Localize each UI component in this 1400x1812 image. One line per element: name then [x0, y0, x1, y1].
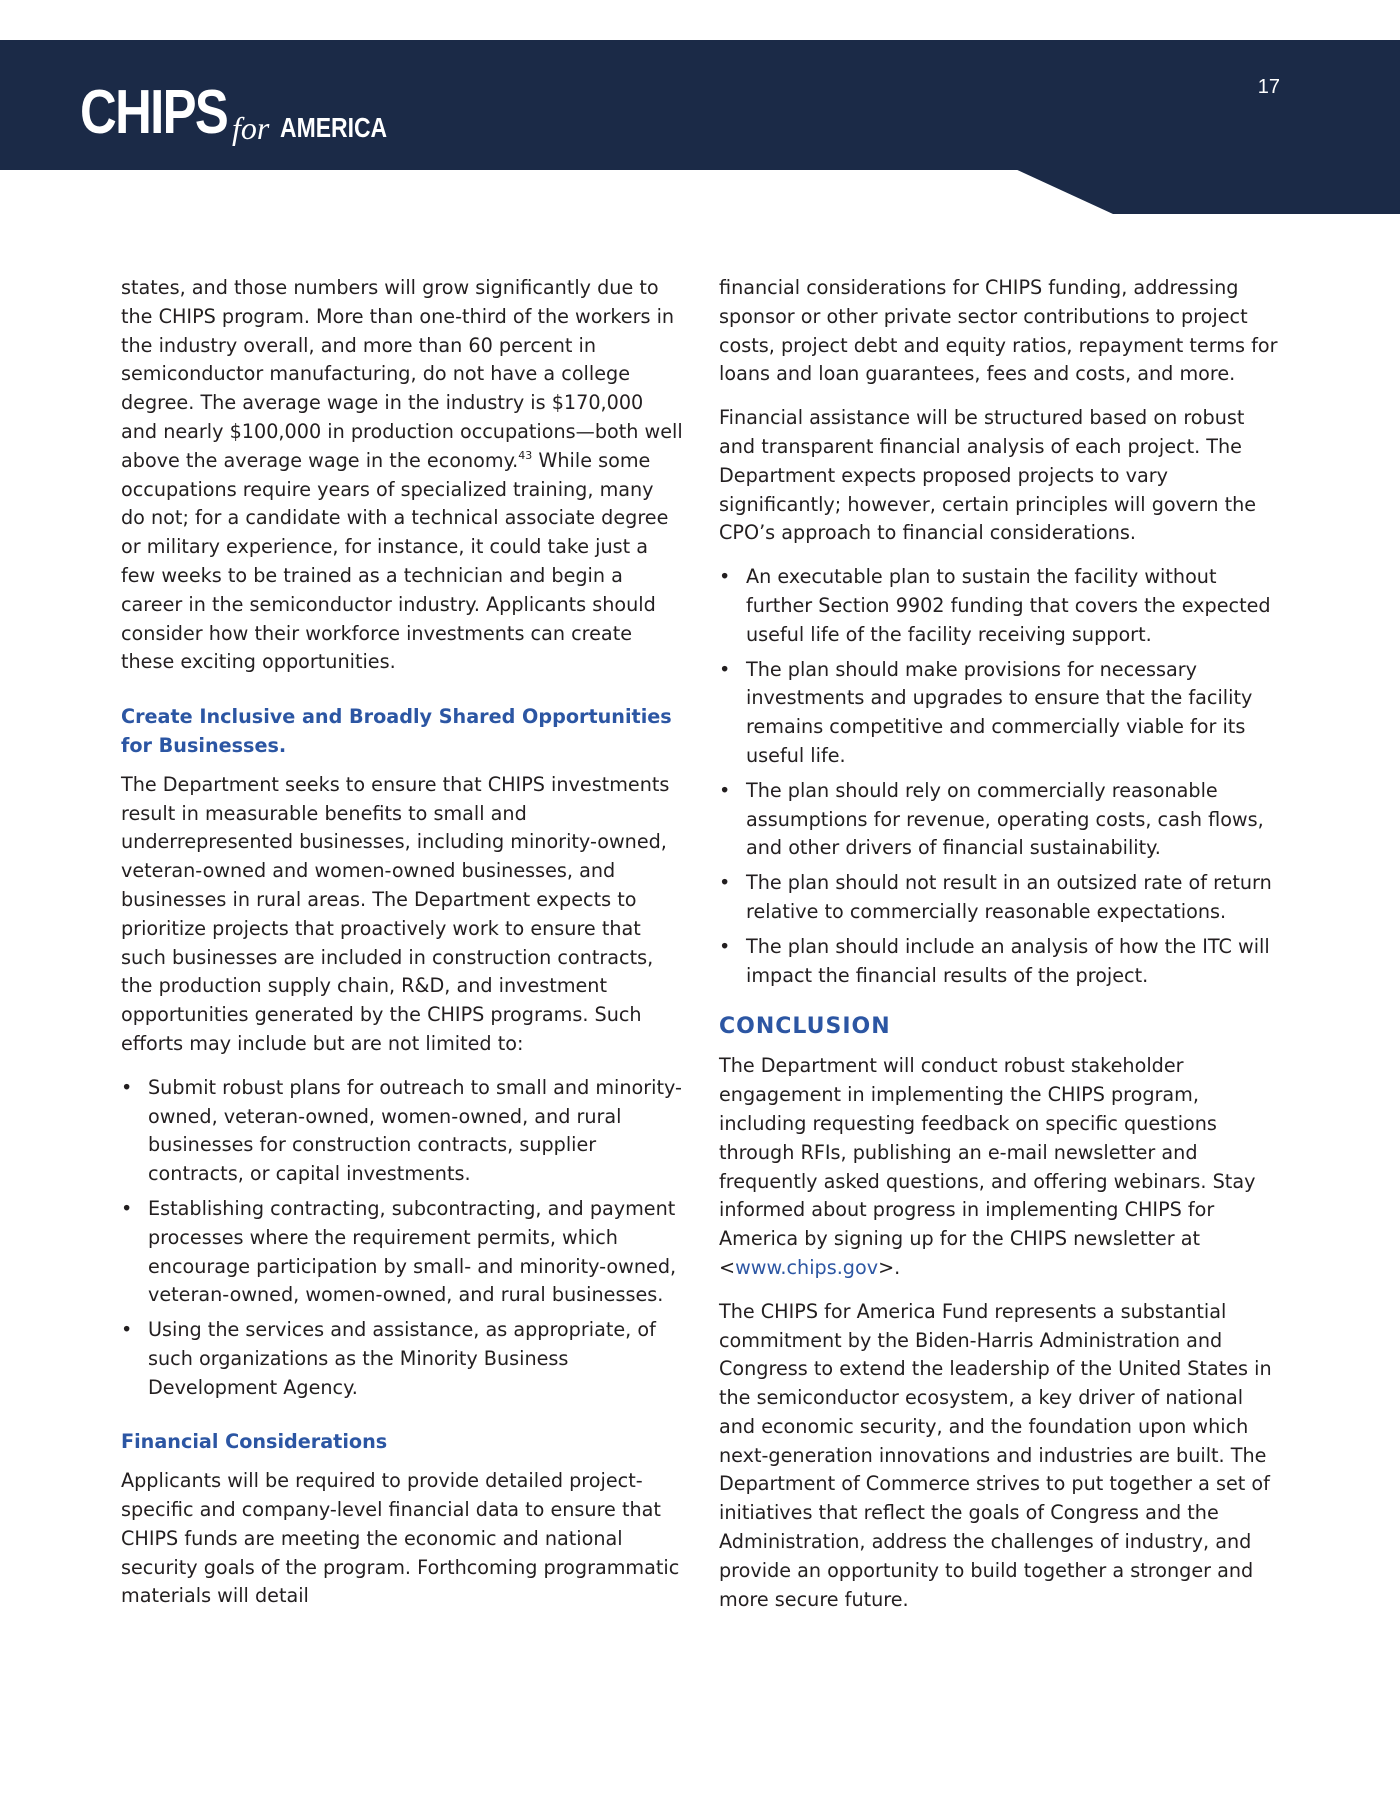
financial-paragraph-continued: financial considerations for CHIPS funding, addressing sponsor or other private sector contributions to project costs, project debt and equity ratios, repayment terms for loans and loan guarantees, fees and costs, and more. — [719, 276, 1278, 386]
logo-chips-text: CHIPS — [80, 78, 228, 147]
heading-inclusive-opportunities: Create Inclusive and Broadly Shared Opportunities for Businesses. — [121, 705, 672, 757]
bullet-marker: • — [719, 934, 731, 958]
left-column — [121, 274, 683, 1626]
bullet-marker: • — [719, 778, 731, 802]
list-item: • An executable plan to sustain the facility without further Section 9902 funding that covers the expected useful life of the facility receiving support. — [719, 565, 1271, 646]
bullet-marker: • — [121, 1318, 133, 1342]
logo-for-text: for — [232, 110, 270, 146]
conclusion-paragraph: The Department will conduct robust stakeholder engagement in implementing the CHIPS program, including requesting feedback on specific questions through RFIs, publishing an e-mail newsletter and frequently asked questions, and offering webinars. Stay informed about progress in implementing CHIPS for America by signing up for the CHIPS newsletter at <www.chips.gov>. — [719, 1054, 1256, 1279]
chips-gov-link[interactable]: www.chips.gov — [735, 1255, 879, 1279]
logo-america-text: AMERICA — [280, 112, 388, 143]
list-item: • The plan should include an analysis of how the ITC will impact the financial results of the project. — [719, 934, 1270, 987]
list-item: • Establishing contracting, subcontracting, and payment processes where the requirement permits, which encourage participation by small- and minority-owned, veteran-owned, women-owned, and rural businesses. — [121, 1196, 677, 1307]
closing-paragraph: The CHIPS for America Fund represents a substantial commitment by the Biden-Harris Administration and Congress to extend the leadership of the United States in the semiconductor ecosystem, a key driver of national and economic security, and the foundation upon which next-generation innovations and industries are built. The Department of Commerce strives to put together a set of initiatives that reflect the goals of Congress and the Administration, address the challenges of industry, and provide an opportunity to build together a stronger and more secure future. — [719, 1299, 1272, 1611]
chips-for-america-logo — [80, 78, 388, 148]
principles-bullet-list — [719, 563, 1285, 990]
header-notch-shape — [1013, 168, 1400, 214]
heading-conclusion: CONCLUSION — [719, 1014, 891, 1040]
list-item: • The plan should make provisions for necessary investments and upgrades to ensure that the facility remains competitive and commercially viable for its useful life. — [719, 657, 1253, 767]
list-item: • Using the services and assistance, as appropriate, of such organizations as the Minority Business Development Agency. — [121, 1318, 656, 1399]
list-item: • The plan should not result in an outsized rate of return relative to commercially reasonable expectations. — [719, 871, 1272, 923]
list-item: • Submit robust plans for outreach to small and minority-owned, veteran-owned, women-owned, and rural businesses for construction contracts, supplier contracts, or capital investments. — [121, 1075, 682, 1186]
bullet-marker: • — [121, 1196, 133, 1220]
list-item: • The plan should rely on commercially reasonable assumptions for revenue, operating costs, cash flows, and other drivers of financial sustainability. — [719, 778, 1264, 860]
bullet-marker: • — [719, 657, 731, 681]
opportunities-bullet-list — [121, 1074, 683, 1403]
financial-assistance-paragraph: Financial assistance will be structured based on robust and transparent financial analysis of each project. The Department expects proposed projects to vary significantly; however, certain principles will govern the CPO’s approach to financial considerations. — [719, 406, 1257, 545]
intro-paragraph: states, and those numbers will grow significantly due to the CHIPS program. More than one-third of the workers in the industry overall, and more than 60 percent in semiconductor manufacturing, do not have a college degree. The average wage in the industry is $170,000 and nearly $100,000 in production occupations—both well above the average wage in the economy.$^{43}$ While some occupations require years of specialized training, many do not; for a candidate with a technical associate degree or military experience, for instance, it could take just a few weeks to be trained as a technician and begin a career in the semiconductor industry. Applicants should consider how their workforce investments can create these exciting opportunities. — [121, 276, 683, 674]
bullet-marker: • — [121, 1075, 133, 1099]
right-column — [719, 274, 1285, 1629]
footnote-reference[interactable]: 43 — [518, 448, 533, 462]
page-number: 17 — [1257, 76, 1280, 98]
bullet-marker: • — [719, 871, 731, 895]
opportunities-paragraph: The Department seeks to ensure that CHIPS investments result in measurable benefits to small and underrepresented businesses, including minority-owned, veteran-owned and women-owned businesses, and businesses in rural areas. The Department expects to prioritize projects that proactively work to ensure that such businesses are included in construction contracts, the production supply chain, R&D, and investment opportunities generated by the CHIPS programs. Such efforts may include but are not limited to: — [121, 772, 670, 1055]
heading-financial-considerations: Financial Considerations — [121, 1430, 388, 1454]
financial-paragraph: Applicants will be required to provide detailed project-specific and company-level financial data to ensure that CHIPS funds are meeting the economic and national security goals of the program. Forthcoming programmatic materials will detail — [121, 1469, 680, 1608]
bullet-marker: • — [719, 565, 731, 589]
